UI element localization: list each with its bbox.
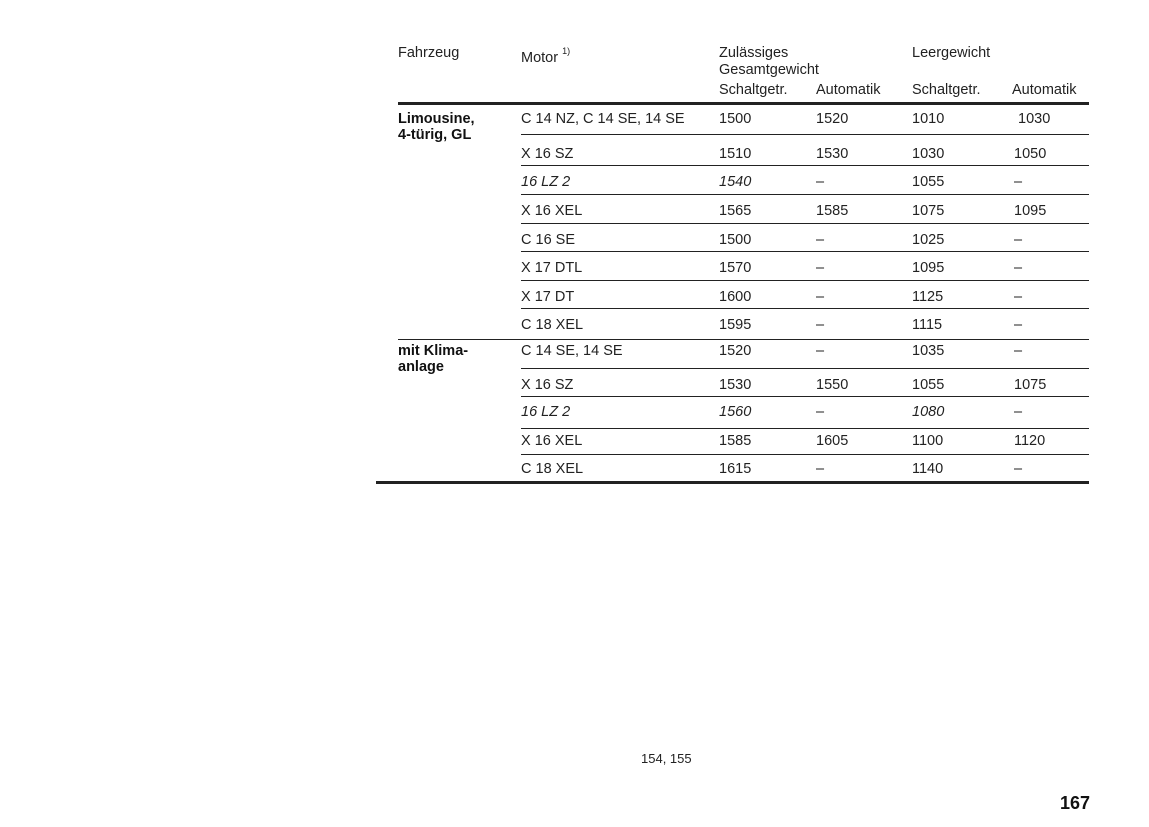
row-motor: X 17 DTL	[521, 260, 583, 276]
row-gesamt-auto: –	[816, 343, 825, 359]
row-gesamt-schalt: 1530	[719, 377, 752, 393]
row-leer-auto: –	[1014, 289, 1023, 305]
row-rule	[521, 454, 1089, 455]
row-gesamt-auto: 1520	[816, 111, 849, 127]
header-rule	[398, 102, 1089, 105]
row-leer-schalt: 1095	[912, 260, 945, 276]
row-motor: C 18 XEL	[521, 317, 584, 333]
row-gesamt-auto: 1530	[816, 146, 849, 162]
row-motor: X 16 XEL	[521, 433, 583, 449]
header-motor	[521, 46, 570, 66]
row-gesamt-schalt: 1560	[719, 404, 752, 420]
row-gesamt-auto: –	[816, 260, 825, 276]
row-motor: X 16 SZ	[521, 146, 574, 162]
header-motor-footnote: 1)	[562, 46, 571, 56]
row-motor: X 16 XEL	[521, 203, 583, 219]
group-limousine-line2: 4-türig, GL	[398, 127, 472, 143]
row-leer-auto: 1030	[1018, 111, 1051, 127]
row-leer-schalt: 1035	[912, 343, 945, 359]
row-leer-schalt: 1080	[912, 404, 945, 420]
page-number: 167	[1060, 793, 1091, 813]
row-leer-schalt: 1125	[912, 289, 944, 305]
row-rule	[521, 223, 1089, 224]
row-gesamt-auto: 1550	[816, 377, 849, 393]
header-schaltgetr-gesamt: Schaltgetr.	[719, 82, 788, 98]
row-motor: 16 LZ 2	[521, 404, 571, 420]
row-rule	[521, 194, 1089, 195]
group-separator	[398, 339, 1089, 340]
row-gesamt-schalt: 1520	[719, 343, 752, 359]
row-leer-schalt: 1030	[912, 146, 945, 162]
row-leer-auto: –	[1014, 404, 1023, 420]
row-gesamt-schalt: 1595	[719, 317, 752, 333]
row-leer-schalt: 1100	[912, 433, 944, 449]
row-motor: C 14 SE, 14 SE	[521, 343, 623, 359]
row-motor: C 16 SE	[521, 232, 575, 248]
page-references: 154, 155	[641, 751, 692, 766]
row-motor: C 14 NZ, C 14 SE, 14 SE	[521, 111, 685, 127]
row-leer-auto: –	[1014, 232, 1023, 248]
row-rule	[521, 396, 1089, 397]
row-gesamt-auto: –	[816, 317, 825, 333]
row-gesamt-schalt: 1540	[719, 174, 752, 190]
row-leer-schalt: 1010	[912, 111, 945, 127]
row-rule	[521, 251, 1089, 252]
row-motor: X 17 DT	[521, 289, 575, 305]
row-gesamt-auto: 1585	[816, 203, 849, 219]
row-rule	[521, 134, 1089, 135]
row-rule	[521, 368, 1089, 369]
row-leer-auto: 1095	[1014, 203, 1047, 219]
row-gesamt-auto: –	[816, 461, 825, 477]
row-leer-auto: –	[1014, 317, 1023, 333]
row-rule	[521, 428, 1089, 429]
row-rule	[521, 280, 1089, 281]
header-automatik-gesamt: Automatik	[816, 82, 881, 98]
row-leer-schalt: 1115	[912, 317, 943, 333]
row-rule	[521, 308, 1089, 309]
row-leer-auto: –	[1014, 461, 1023, 477]
row-gesamt-schalt: 1615	[719, 461, 752, 477]
row-gesamt-auto: –	[816, 232, 825, 248]
row-gesamt-auto: 1605	[816, 433, 849, 449]
row-leer-schalt: 1055	[912, 377, 945, 393]
group-klima-line1: mit Klima-	[398, 343, 469, 359]
row-leer-auto: –	[1014, 174, 1023, 190]
row-gesamt-schalt: 1570	[719, 260, 752, 276]
row-leer-schalt: 1075	[912, 203, 945, 219]
row-gesamt-schalt: 1500	[719, 232, 752, 248]
group-limousine-line1: Limousine,	[398, 111, 475, 127]
row-gesamt-auto: –	[816, 174, 825, 190]
row-gesamt-schalt: 1585	[719, 433, 752, 449]
row-gesamt-auto: –	[816, 404, 825, 420]
row-leer-schalt: 1025	[912, 232, 945, 248]
header-motor-label: Motor	[521, 49, 559, 66]
header-zulaessig-line2: Gesamtgewicht	[719, 62, 819, 78]
row-leer-auto: –	[1014, 260, 1023, 276]
row-leer-auto: 1120	[1014, 433, 1046, 449]
row-leer-schalt: 1140	[912, 461, 944, 477]
row-motor: 16 LZ 2	[521, 174, 571, 190]
header-fahrzeug: Fahrzeug	[398, 45, 460, 61]
group-klima-line2: anlage	[398, 359, 444, 375]
row-motor: C 18 XEL	[521, 461, 584, 477]
header-schaltgetr-leer: Schaltgetr.	[912, 82, 981, 98]
row-gesamt-schalt: 1510	[719, 146, 752, 162]
row-leer-auto: 1075	[1014, 377, 1047, 393]
row-leer-auto: 1050	[1014, 146, 1047, 162]
row-motor: X 16 SZ	[521, 377, 574, 393]
row-leer-auto: –	[1014, 343, 1023, 359]
row-gesamt-schalt: 1500	[719, 111, 752, 127]
header-automatik-leer: Automatik	[1012, 82, 1077, 98]
row-gesamt-schalt: 1565	[719, 203, 752, 219]
row-gesamt-auto: –	[816, 289, 825, 305]
header-leergewicht: Leergewicht	[912, 45, 991, 61]
table-bottom-rule	[376, 481, 1089, 484]
row-leer-schalt: 1055	[912, 174, 945, 190]
row-gesamt-schalt: 1600	[719, 289, 752, 305]
row-rule	[521, 165, 1089, 166]
header-zulaessig-line1: Zulässiges	[719, 45, 789, 61]
